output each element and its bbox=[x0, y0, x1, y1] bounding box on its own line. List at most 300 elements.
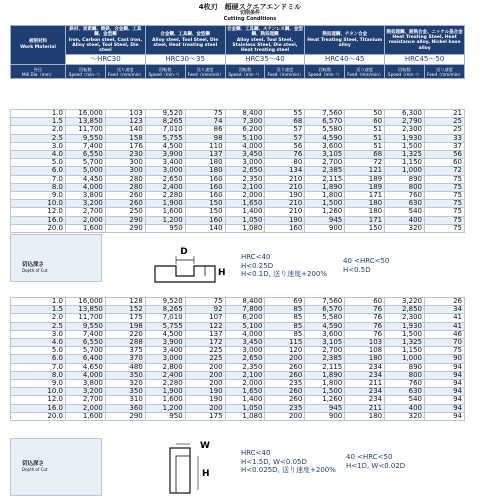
speed-cell: 5,755 bbox=[145, 134, 185, 142]
speed-cell: 1,000 bbox=[385, 355, 425, 363]
feed-cell: 94 bbox=[425, 396, 465, 404]
feed-cell: 180 bbox=[345, 412, 385, 420]
feed-cell: 140 bbox=[185, 224, 225, 232]
speed-cell: 2,300 bbox=[385, 314, 425, 322]
note-line: 40 <HRC<50 bbox=[343, 257, 390, 265]
speed-cell: 800 bbox=[385, 371, 425, 379]
speed-cell: 4,500 bbox=[145, 330, 185, 338]
table-row bbox=[11, 330, 465, 338]
speed-cell: 630 bbox=[385, 388, 425, 396]
speed-cell: 1,600 bbox=[66, 224, 106, 232]
feed-cell: 180 bbox=[185, 167, 225, 175]
speed-cell: 2,385 bbox=[305, 355, 345, 363]
col-header-feed bbox=[425, 65, 465, 79]
mill-dia-cell: 10.0 bbox=[11, 200, 66, 208]
feed-cell: 375 bbox=[105, 347, 145, 355]
mill-dia-cell: 1.5 bbox=[11, 306, 66, 314]
feed-cell: 26 bbox=[425, 298, 465, 306]
speed-cell: 1,050 bbox=[225, 216, 265, 224]
feed-cell: 225 bbox=[185, 347, 225, 355]
speed-cell: 3,400 bbox=[145, 159, 185, 167]
speed-cell: 6,400 bbox=[66, 355, 106, 363]
speed-cell: 1,325 bbox=[385, 339, 425, 347]
feed-cell: 280 bbox=[105, 183, 145, 191]
feed-cell: 260 bbox=[265, 363, 305, 371]
feed-cell: 158 bbox=[105, 134, 145, 142]
speed-cell: 7,400 bbox=[66, 142, 106, 150]
feed-cell: 75 bbox=[425, 208, 465, 216]
subtitle-jp: 切削条件 bbox=[239, 10, 260, 16]
feed-cell: 200 bbox=[185, 371, 225, 379]
table-row bbox=[11, 110, 465, 118]
speed-cell: 5,000 bbox=[66, 167, 106, 175]
feed-cell: 150 bbox=[185, 200, 225, 208]
feed-cell: 75 bbox=[425, 200, 465, 208]
mill-dia-cell: 16.0 bbox=[11, 216, 66, 224]
speed-cell: 1,200 bbox=[145, 404, 185, 412]
table-row bbox=[11, 126, 465, 134]
feed-cell: 94 bbox=[425, 412, 465, 420]
work-material-en: Work Material bbox=[20, 45, 56, 51]
mill-dia-cell: 7.0 bbox=[11, 363, 66, 371]
work-material-jp: 被削材料 bbox=[29, 39, 47, 45]
col-header-speed bbox=[225, 65, 265, 79]
speed-cell: 1,600 bbox=[145, 208, 185, 216]
feed-cell: 180 bbox=[185, 159, 225, 167]
feed-cell: 128 bbox=[105, 298, 145, 306]
feed-cell: 350 bbox=[105, 388, 145, 396]
material-cell bbox=[305, 26, 385, 55]
speed-cell: 7,300 bbox=[225, 118, 265, 126]
feed-cell: 94 bbox=[425, 363, 465, 371]
feed-cell: 108 bbox=[345, 347, 385, 355]
table-row bbox=[11, 118, 465, 126]
table-row bbox=[11, 339, 465, 347]
mill-dia-cell: 8.0 bbox=[11, 183, 66, 191]
speed-cell: 3,800 bbox=[66, 192, 106, 200]
feed-cell: 280 bbox=[105, 175, 145, 183]
feed-cell: 234 bbox=[345, 388, 385, 396]
col-header-speed-jp: 回転数 bbox=[398, 66, 411, 72]
slotting-note-left bbox=[241, 253, 327, 279]
table-row bbox=[11, 142, 465, 150]
feed-cell: 57 bbox=[265, 126, 305, 134]
feed-cell: 152 bbox=[105, 306, 145, 314]
material-en: Heat Treating Steel, Titanium alloy bbox=[307, 37, 383, 48]
speed-cell: 800 bbox=[385, 183, 425, 191]
speed-cell: 3,000 bbox=[225, 347, 265, 355]
speed-cell: 2,115 bbox=[305, 363, 345, 371]
feed-cell: 198 bbox=[105, 322, 145, 330]
feed-cell: 76 bbox=[345, 330, 385, 338]
feed-cell: 75 bbox=[425, 347, 465, 355]
col-header-speed-en: Speed（min⁻¹） bbox=[68, 71, 103, 77]
table-row bbox=[11, 380, 465, 388]
note-line: H<1D, W<0.02D bbox=[346, 461, 406, 470]
speed-cell: 6,570 bbox=[305, 118, 345, 126]
speed-cell: 400 bbox=[385, 404, 425, 412]
mill-dia-cell: 1.0 bbox=[11, 298, 66, 306]
feed-cell: 160 bbox=[185, 183, 225, 191]
feed-cell: 225 bbox=[185, 355, 225, 363]
feed-cell: 190 bbox=[265, 192, 305, 200]
feed-cell: 250 bbox=[105, 208, 145, 216]
speed-cell: 9,520 bbox=[145, 110, 185, 118]
speed-cell: 8,265 bbox=[145, 306, 185, 314]
speed-cell: 945 bbox=[305, 216, 345, 224]
table-row bbox=[11, 183, 465, 191]
speed-cell: 2,700 bbox=[305, 347, 345, 355]
speed-cell: 950 bbox=[145, 412, 185, 420]
speed-cell: 2,000 bbox=[66, 404, 106, 412]
feed-cell: 150 bbox=[185, 208, 225, 216]
side-milling-diagram bbox=[160, 438, 220, 498]
col-header-feed-jp: 送り速度 bbox=[116, 66, 134, 72]
speed-cell: 1,000 bbox=[385, 167, 425, 175]
slotting-depth-panel bbox=[10, 234, 102, 282]
col-header-feed bbox=[105, 65, 145, 79]
speed-cell: 3,220 bbox=[385, 298, 425, 306]
feed-cell: 189 bbox=[345, 183, 385, 191]
speed-cell: 2,115 bbox=[305, 175, 345, 183]
mill-dia-cell: 3.0 bbox=[11, 142, 66, 150]
material-en: Alloy steel, Tool Steel, Stainless Steel, Die steel, Heat treating steel bbox=[232, 37, 298, 54]
conditions-header-table bbox=[10, 25, 465, 79]
feed-cell: 76 bbox=[345, 322, 385, 330]
speed-cell: 13,850 bbox=[66, 306, 106, 314]
speed-cell: 1,900 bbox=[145, 388, 185, 396]
speed-cell: 2,350 bbox=[225, 175, 265, 183]
table-row bbox=[11, 347, 465, 355]
speed-cell: 1,150 bbox=[385, 347, 425, 355]
speed-cell: 2,400 bbox=[145, 371, 185, 379]
speed-cell: 540 bbox=[385, 396, 425, 404]
col-header-feed-en: Feed（mm/min） bbox=[267, 71, 304, 77]
speed-cell: 320 bbox=[385, 412, 425, 420]
speed-cell: 945 bbox=[305, 404, 345, 412]
feed-cell: 60 bbox=[425, 159, 465, 167]
feed-cell: 288 bbox=[105, 339, 145, 347]
mill-dia-cell: 5.0 bbox=[11, 159, 66, 167]
slotting-diagram bbox=[150, 238, 240, 286]
col-header-feed-en: Feed（mm/min） bbox=[427, 71, 463, 77]
speed-cell: 11,700 bbox=[66, 314, 106, 322]
speed-cell: 2,385 bbox=[305, 167, 345, 175]
feed-cell: 75 bbox=[425, 175, 465, 183]
side-note-left bbox=[241, 449, 336, 475]
feed-cell: 290 bbox=[105, 412, 145, 420]
speed-cell: 890 bbox=[385, 363, 425, 371]
col-header-speed bbox=[66, 65, 106, 79]
speed-cell: 3,400 bbox=[145, 347, 185, 355]
speed-cell: 2,650 bbox=[145, 175, 185, 183]
feed-cell: 110 bbox=[185, 142, 225, 150]
feed-cell: 172 bbox=[185, 339, 225, 347]
feed-cell: 235 bbox=[265, 380, 305, 388]
speed-cell: 1,150 bbox=[385, 159, 425, 167]
speed-cell: 6,570 bbox=[305, 306, 345, 314]
feed-cell: 160 bbox=[185, 216, 225, 224]
note-line: H<0.025D, 送り速度+200% bbox=[241, 466, 336, 474]
feed-cell: 211 bbox=[345, 380, 385, 388]
speed-cell: 1,650 bbox=[225, 200, 265, 208]
feed-cell: 210 bbox=[265, 175, 305, 183]
speed-cell: 2,000 bbox=[225, 380, 265, 388]
page-title: 4枚刃 超硬スクエアエンドミル bbox=[198, 3, 302, 11]
col-header-dia bbox=[11, 65, 66, 79]
note-line: H<0.25D bbox=[241, 261, 274, 270]
speed-cell: 900 bbox=[305, 412, 345, 420]
speed-cell: 1,890 bbox=[305, 371, 345, 379]
feed-cell: 190 bbox=[185, 388, 225, 396]
feed-cell: 75 bbox=[185, 298, 225, 306]
speed-cell: 5,700 bbox=[66, 347, 106, 355]
speed-cell: 1,260 bbox=[305, 396, 345, 404]
speed-cell: 5,100 bbox=[225, 134, 265, 142]
speed-cell: 1,400 bbox=[225, 396, 265, 404]
speed-cell: 7,560 bbox=[305, 298, 345, 306]
note-line: H<1.5D, W<0.05D bbox=[241, 457, 307, 466]
feed-cell: 51 bbox=[345, 126, 385, 134]
feed-cell: 94 bbox=[425, 404, 465, 412]
speed-cell: 4,000 bbox=[66, 183, 106, 191]
mill-dia-cell: 4.0 bbox=[11, 151, 66, 159]
mill-dia-cell: 16.0 bbox=[11, 404, 66, 412]
feed-cell: 160 bbox=[185, 192, 225, 200]
feed-cell: 76 bbox=[265, 151, 305, 159]
col-header-speed-jp: 回転数 bbox=[79, 66, 92, 72]
speed-cell: 2,400 bbox=[145, 183, 185, 191]
mill-dia-cell: 7.0 bbox=[11, 175, 66, 183]
speed-cell: 2,850 bbox=[385, 306, 425, 314]
col-header-speed-en: Speed（min⁻¹） bbox=[148, 71, 182, 77]
note-line: HRC<40 bbox=[241, 449, 271, 457]
feed-cell: 180 bbox=[345, 200, 385, 208]
col-header-feed-jp: 送り速度 bbox=[356, 66, 374, 72]
speed-cell: 3,600 bbox=[305, 330, 345, 338]
feed-cell: 60 bbox=[345, 298, 385, 306]
mill-dia-cell: 2.0 bbox=[11, 314, 66, 322]
diagram-label-w: W bbox=[200, 441, 210, 451]
material-cell bbox=[225, 26, 305, 55]
feed-cell: 180 bbox=[345, 208, 385, 216]
feed-cell: 175 bbox=[185, 412, 225, 420]
speed-cell: 6,200 bbox=[225, 126, 265, 134]
speed-cell: 3,200 bbox=[66, 388, 106, 396]
material-jp: 合金鋼、工具鋼、金型鋼 bbox=[160, 32, 210, 38]
page-subtitle bbox=[0, 11, 500, 22]
feed-cell: 210 bbox=[265, 183, 305, 191]
speed-cell: 8,400 bbox=[225, 110, 265, 118]
speed-cell: 1,080 bbox=[225, 412, 265, 420]
subtitle-en: Cutting Conditions bbox=[223, 15, 277, 22]
speed-cell: 2,300 bbox=[385, 126, 425, 134]
feed-cell: 94 bbox=[425, 371, 465, 379]
feed-cell: 68 bbox=[345, 151, 385, 159]
feed-cell: 21 bbox=[425, 110, 465, 118]
speed-cell: 11,700 bbox=[66, 126, 106, 134]
feed-cell: 200 bbox=[265, 355, 305, 363]
speed-cell: 950 bbox=[145, 224, 185, 232]
speed-cell: 1,650 bbox=[225, 388, 265, 396]
speed-cell: 1,260 bbox=[305, 208, 345, 216]
speed-cell: 3,600 bbox=[305, 142, 345, 150]
col-header-speed-en: Speed（min⁻¹） bbox=[228, 71, 262, 77]
table-row bbox=[11, 298, 465, 306]
speed-cell: 2,100 bbox=[225, 371, 265, 379]
speed-cell: 1,930 bbox=[385, 134, 425, 142]
speed-cell: 1,500 bbox=[305, 388, 345, 396]
feed-cell: 86 bbox=[185, 126, 225, 134]
table-row bbox=[11, 151, 465, 159]
mill-dia-cell: 20.0 bbox=[11, 224, 66, 232]
mill-dia-cell: 6.0 bbox=[11, 167, 66, 175]
feed-cell: 50 bbox=[345, 110, 385, 118]
feed-cell: 200 bbox=[185, 363, 225, 371]
speed-cell: 1,200 bbox=[145, 216, 185, 224]
feed-cell: 290 bbox=[105, 216, 145, 224]
hrc-range: HRC30～35 bbox=[145, 55, 225, 65]
hrc-range: ～HRC30 bbox=[66, 55, 146, 65]
feed-cell: 200 bbox=[185, 380, 225, 388]
feed-cell: 123 bbox=[105, 118, 145, 126]
speed-cell: 7,010 bbox=[145, 126, 185, 134]
col-header-feed-en: Feed（mm/min） bbox=[347, 71, 384, 77]
table-row bbox=[11, 363, 465, 371]
mill-dia-cell: 12.0 bbox=[11, 396, 66, 404]
feed-cell: 25 bbox=[425, 126, 465, 134]
table-row bbox=[11, 134, 465, 142]
speed-cell: 16,000 bbox=[66, 298, 106, 306]
speed-cell: 1,900 bbox=[145, 200, 185, 208]
feed-cell: 290 bbox=[105, 224, 145, 232]
speed-cell: 1,600 bbox=[66, 412, 106, 420]
material-cell bbox=[385, 26, 465, 55]
speed-cell: 2,700 bbox=[66, 208, 106, 216]
feed-cell: 56 bbox=[265, 142, 305, 150]
note-line: H<0.5D bbox=[343, 265, 371, 274]
slotting-depth-label-en: Depth of Cut bbox=[22, 268, 48, 273]
speed-cell: 5,755 bbox=[145, 322, 185, 330]
feed-cell: 220 bbox=[105, 330, 145, 338]
feed-cell: 234 bbox=[345, 363, 385, 371]
side-depth-label: 切込深さ bbox=[22, 461, 45, 467]
feed-cell: 94 bbox=[425, 380, 465, 388]
table-row bbox=[11, 200, 465, 208]
feed-cell: 85 bbox=[265, 322, 305, 330]
work-material-cell bbox=[11, 26, 66, 65]
feed-cell: 121 bbox=[345, 167, 385, 175]
feed-cell: 176 bbox=[105, 142, 145, 150]
speed-cell: 2,280 bbox=[145, 380, 185, 388]
feed-cell: 107 bbox=[185, 314, 225, 322]
speed-cell: 540 bbox=[385, 208, 425, 216]
feed-cell: 180 bbox=[345, 355, 385, 363]
speed-cell: 3,450 bbox=[225, 151, 265, 159]
table-row bbox=[11, 404, 465, 412]
col-header-dia-jp: 外径 bbox=[33, 66, 43, 72]
table-row bbox=[11, 167, 465, 175]
table-row bbox=[11, 396, 465, 404]
speed-cell: 4,590 bbox=[305, 322, 345, 330]
speed-cell: 4,000 bbox=[225, 330, 265, 338]
feed-cell: 115 bbox=[265, 339, 305, 347]
side-milling-table bbox=[10, 297, 465, 421]
speed-cell: 2,700 bbox=[305, 159, 345, 167]
slotting-depth-label: 切込深さ bbox=[22, 262, 45, 268]
speed-cell: 760 bbox=[385, 192, 425, 200]
feed-cell: 57 bbox=[265, 134, 305, 142]
table-row bbox=[11, 224, 465, 232]
speed-cell: 9,550 bbox=[66, 134, 106, 142]
feed-cell: 120 bbox=[265, 347, 305, 355]
feed-cell: 260 bbox=[265, 396, 305, 404]
slotting-note-right bbox=[343, 257, 389, 274]
feed-cell: 75 bbox=[185, 110, 225, 118]
table-row bbox=[11, 412, 465, 420]
speed-cell: 9,520 bbox=[145, 298, 185, 306]
speed-cell: 1,800 bbox=[305, 380, 345, 388]
speed-cell: 4,650 bbox=[66, 363, 106, 371]
hrc-range: HRC35～40 bbox=[225, 55, 305, 65]
slotting-table bbox=[10, 109, 465, 233]
feed-cell: 103 bbox=[105, 110, 145, 118]
material-cell bbox=[66, 26, 146, 55]
feed-cell: 33 bbox=[425, 134, 465, 142]
feed-cell: 80 bbox=[265, 159, 305, 167]
feed-cell: 140 bbox=[105, 126, 145, 134]
col-header-feed bbox=[265, 65, 305, 79]
speed-cell: 13,850 bbox=[66, 118, 106, 126]
speed-cell: 2,800 bbox=[145, 363, 185, 371]
table-row bbox=[11, 175, 465, 183]
mill-dia-cell: 1.0 bbox=[11, 110, 66, 118]
diagram-label-d: D bbox=[180, 247, 188, 257]
mill-dia-cell: 5.0 bbox=[11, 347, 66, 355]
feed-cell: 190 bbox=[265, 216, 305, 224]
speed-cell: 1,500 bbox=[385, 142, 425, 150]
col-header-speed-jp: 回転数 bbox=[318, 66, 332, 72]
feed-cell: 103 bbox=[345, 339, 385, 347]
mill-dia-cell: 10.0 bbox=[11, 388, 66, 396]
feed-cell: 76 bbox=[345, 314, 385, 322]
feed-cell: 260 bbox=[265, 371, 305, 379]
side-depth-label-en: Depth of Cut bbox=[22, 467, 48, 472]
feed-cell: 94 bbox=[425, 388, 465, 396]
feed-cell: 34 bbox=[425, 306, 465, 314]
feed-cell: 51 bbox=[345, 134, 385, 142]
note-line: HRC<40 bbox=[241, 253, 271, 261]
feed-cell: 190 bbox=[185, 396, 225, 404]
speed-cell: 2,280 bbox=[145, 192, 185, 200]
feed-cell: 85 bbox=[265, 306, 305, 314]
speed-cell: 2,650 bbox=[225, 355, 265, 363]
col-header-speed bbox=[305, 65, 345, 79]
feed-cell: 200 bbox=[185, 404, 225, 412]
feed-cell: 210 bbox=[265, 200, 305, 208]
feed-cell: 41 bbox=[425, 314, 465, 322]
speed-cell: 3,000 bbox=[145, 167, 185, 175]
speed-cell: 7,400 bbox=[66, 330, 106, 338]
mill-dia-cell: 2.5 bbox=[11, 134, 66, 142]
speed-cell: 9,550 bbox=[66, 322, 106, 330]
feed-cell: 41 bbox=[425, 322, 465, 330]
material-jp: 熱処理鋼、耐熱合金、ニッケル基合金 bbox=[386, 29, 463, 35]
speed-cell: 7,560 bbox=[305, 110, 345, 118]
feed-cell: 150 bbox=[345, 224, 385, 232]
feed-cell: 75 bbox=[425, 216, 465, 224]
table-row bbox=[11, 322, 465, 330]
